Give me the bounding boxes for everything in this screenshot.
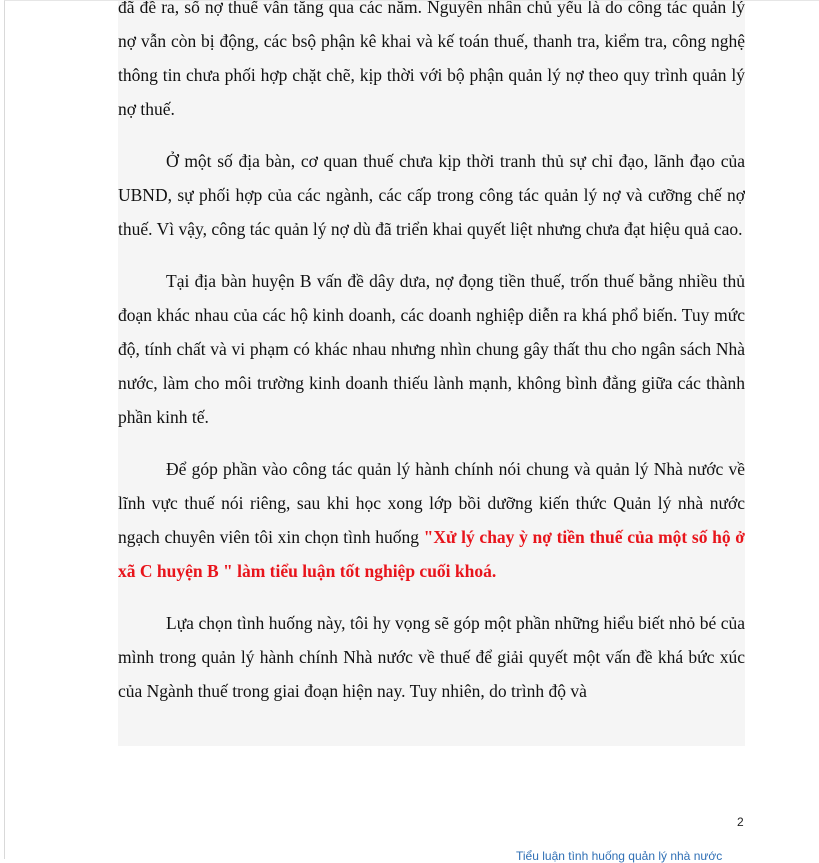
paragraph-3: Tại địa bàn huyện B vấn đề dây dưa, nợ đọng tiền thuế, trốn thuế bằng nhiều thủ đoạn khác nhau của các hộ kinh doanh, các doanh nghiệp diễn ra khá phổ biến. Tuy mức độ, tính chất và vi phạm có khác nhau nhưng nhìn chung gây thất thu cho ngân sách Nhà nước, làm cho môi trường kinh doanh thiếu lành mạnh, không bình đẳng giữa các thành phần kinh tế. [118, 271, 745, 427]
page-number: 2 [737, 815, 744, 829]
case-title-highlight: "Xử lý chay ỳ nợ tiền thuế của một số hộ ở xã C huyện B " làm tiểu luận tốt nghiệp cuối khoá. [118, 527, 745, 581]
document-body [118, 1, 745, 746]
paragraph-4-text: Để góp phần vào công tác quản lý hành chính nói chung và quản lý Nhà nước về lĩnh vực thuế nói riêng, sau khi học xong lớp bồi dưỡng kiến thức Quản lý nhà nước ngạch chuyên viên tôi xin chọn tình huống [118, 459, 745, 547]
paragraph-4 [118, 452, 745, 588]
footer-link[interactable]: Tiểu luận tình huống quản lý nhà nước [516, 849, 723, 863]
document-page [4, 0, 819, 863]
document-text [118, 1, 745, 726]
paragraph-5: Lựa chọn tình huống này, tôi hy vọng sẽ góp một phần những hiểu biết nhỏ bé của mình trong quản lý hành chính Nhà nước về thuế để giải quyết một vấn đề khá bức xúc của Ngành thuế trong giai đoạn hiện nay. Tuy nhiên, do trình độ và [118, 613, 745, 701]
paragraph-1: đã đề ra, số nợ thuế vẫn tăng qua các năm. Nguyên nhân chủ yếu là do công tác quản lý nợ vẫn còn bị động, các bsộ phận kê khai và kế toán thuế, thanh tra, kiểm tra, công nghệ thông tin chưa phối hợp chặt chẽ, kịp thời với bộ phận quản lý nợ theo quy trình quản lý nợ thuế. [118, 1, 745, 119]
paragraph-2: Ở một số địa bàn, cơ quan thuế chưa kịp thời tranh thủ sự chỉ đạo, lãnh đạo của UBND, sự phối hợp của các ngành, các cấp trong công tác quản lý nợ và cưỡng chế nợ thuế. Vì vậy, công tác quản lý nợ dù đã triển khai quyết liệt nhưng chưa đạt hiệu quả cao. [118, 151, 745, 239]
